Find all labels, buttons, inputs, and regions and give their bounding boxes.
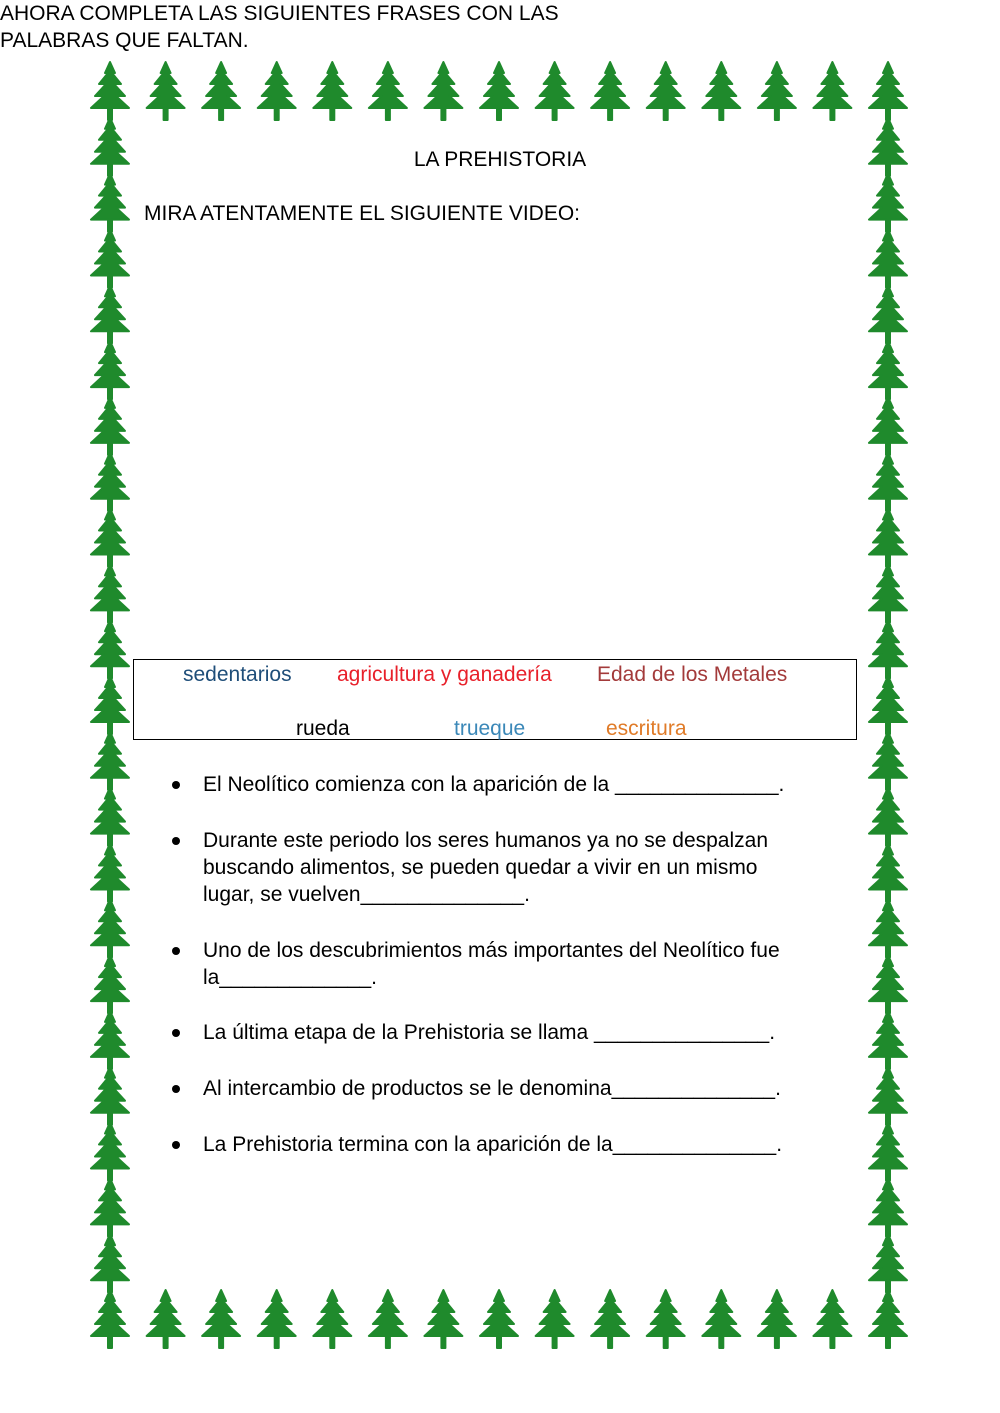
sentence-line[interactable]: lugar, se vuelven______________. bbox=[203, 883, 530, 906]
pine-tree-icon bbox=[869, 1067, 907, 1125]
pine-tree-icon bbox=[91, 1067, 129, 1125]
pine-tree-icon bbox=[869, 1011, 907, 1069]
bullet-icon bbox=[172, 781, 180, 789]
pine-tree-icon bbox=[91, 174, 129, 232]
bullet-icon bbox=[172, 947, 180, 955]
pine-tree-icon bbox=[202, 1290, 240, 1348]
pine-tree-icon bbox=[91, 509, 129, 567]
pine-tree-icon bbox=[869, 620, 907, 678]
pine-tree-icon bbox=[758, 1290, 796, 1348]
pine-tree-icon bbox=[869, 62, 907, 120]
pine-tree-icon bbox=[91, 341, 129, 399]
pine-tree-icon bbox=[91, 453, 129, 511]
pine-tree-icon bbox=[869, 1234, 907, 1292]
pine-tree-icon bbox=[91, 1290, 129, 1348]
pine-tree-icon bbox=[813, 62, 851, 120]
pine-tree-icon bbox=[91, 62, 129, 120]
pine-tree-icon bbox=[480, 62, 518, 120]
pine-tree-icon bbox=[869, 174, 907, 232]
pine-tree-icon bbox=[91, 899, 129, 957]
pine-tree-icon bbox=[424, 62, 462, 120]
word-escritura[interactable]: escritura bbox=[606, 717, 687, 740]
pine-tree-icon bbox=[369, 62, 407, 120]
pine-tree-icon bbox=[813, 1290, 851, 1348]
pine-tree-icon bbox=[702, 1290, 740, 1348]
pine-tree-icon bbox=[480, 1290, 518, 1348]
sentence-line: Durante este periodo los seres humanos ya no se despalzan bbox=[203, 829, 769, 852]
pine-tree-icon bbox=[91, 1178, 129, 1236]
complete-instruction-line-1: AHORA COMPLETA LAS SIGUIENTES FRASES CON LAS bbox=[0, 2, 559, 25]
pine-tree-icon bbox=[869, 341, 907, 399]
pine-tree-icon bbox=[91, 397, 129, 455]
pine-tree-icon bbox=[258, 1290, 296, 1348]
sentence-line[interactable]: La última etapa de la Prehistoria se llama _______________. bbox=[203, 1021, 776, 1044]
pine-tree-icon bbox=[869, 788, 907, 846]
pine-tree-icon bbox=[258, 62, 296, 120]
bullet-icon bbox=[172, 1029, 180, 1037]
pine-tree-icon bbox=[202, 62, 240, 120]
pine-tree-icon bbox=[147, 62, 185, 120]
sentence-line: Uno de los descubrimientos más importantes del Neolítico fue bbox=[203, 939, 780, 962]
sentence-line[interactable]: la_____________. bbox=[203, 966, 378, 989]
pine-tree-icon bbox=[313, 62, 351, 120]
pine-tree-icon bbox=[91, 676, 129, 734]
pine-tree-icon bbox=[869, 955, 907, 1013]
pine-tree-icon bbox=[591, 62, 629, 120]
pine-tree-icon bbox=[869, 844, 907, 902]
sentence-line: buscando alimentos, se pueden quedar a vivir en un mismo bbox=[203, 856, 758, 879]
pine-tree-icon bbox=[869, 230, 907, 288]
pine-tree-icon bbox=[536, 62, 574, 120]
pine-tree-icon bbox=[869, 453, 907, 511]
pine-tree-icon bbox=[91, 1234, 129, 1292]
pine-tree-icon bbox=[869, 732, 907, 790]
pine-tree-icon bbox=[91, 788, 129, 846]
bullet-icon bbox=[172, 1141, 180, 1149]
pine-tree-icon bbox=[91, 1123, 129, 1181]
pine-tree-icon bbox=[91, 620, 129, 678]
pine-tree-icon bbox=[647, 62, 685, 120]
sentence-line[interactable]: El Neolítico comienza con la aparición de la ______________. bbox=[203, 773, 785, 796]
pine-tree-icon bbox=[91, 955, 129, 1013]
pine-tree-icon bbox=[91, 230, 129, 288]
bullet-icon bbox=[172, 837, 180, 845]
pine-tree-icon bbox=[869, 1290, 907, 1348]
pine-tree-icon bbox=[869, 1178, 907, 1236]
pine-tree-icon bbox=[147, 1290, 185, 1348]
pine-tree-icon bbox=[424, 1290, 462, 1348]
complete-instruction-line-2: PALABRAS QUE FALTAN. bbox=[0, 29, 249, 52]
pine-tree-icon bbox=[869, 397, 907, 455]
pine-tree-icon bbox=[758, 62, 796, 120]
pine-tree-icon bbox=[869, 285, 907, 343]
pine-tree-icon bbox=[591, 1290, 629, 1348]
pine-tree-icon bbox=[647, 1290, 685, 1348]
pine-tree-icon bbox=[91, 285, 129, 343]
pine-tree-icon bbox=[869, 509, 907, 567]
pine-tree-icon bbox=[91, 732, 129, 790]
word-edad-de-los-metales[interactable]: Edad de los Metales bbox=[597, 663, 788, 686]
pine-tree-icon bbox=[869, 676, 907, 734]
word-agricultura-y-ganaderia[interactable]: agricultura y ganadería bbox=[337, 663, 552, 686]
bullet-icon bbox=[172, 1085, 180, 1093]
pine-tree-icon bbox=[869, 899, 907, 957]
pine-tree-icon bbox=[536, 1290, 574, 1348]
pine-tree-icon bbox=[869, 1123, 907, 1181]
word-trueque[interactable]: trueque bbox=[454, 717, 526, 740]
pine-tree-icon bbox=[91, 1011, 129, 1069]
pine-tree-icon bbox=[369, 1290, 407, 1348]
word-bank bbox=[133, 659, 857, 740]
page-title: LA PREHISTORIA bbox=[413, 148, 587, 171]
pine-tree-icon bbox=[702, 62, 740, 120]
pine-tree-icon bbox=[91, 564, 129, 622]
pine-tree-icon bbox=[313, 1290, 351, 1348]
video-placeholder[interactable] bbox=[144, 240, 856, 560]
pine-tree-icon bbox=[869, 564, 907, 622]
pine-tree-icon bbox=[91, 844, 129, 902]
word-rueda[interactable]: rueda bbox=[296, 717, 350, 740]
video-instruction: MIRA ATENTAMENTE EL SIGUIENTE VIDEO: bbox=[144, 202, 581, 225]
word-sedentarios[interactable]: sedentarios bbox=[183, 663, 292, 686]
sentence-line[interactable]: La Prehistoria termina con la aparición de la______________. bbox=[203, 1133, 783, 1156]
sentence-line[interactable]: Al intercambio de productos se le denomina______________. bbox=[203, 1077, 781, 1100]
